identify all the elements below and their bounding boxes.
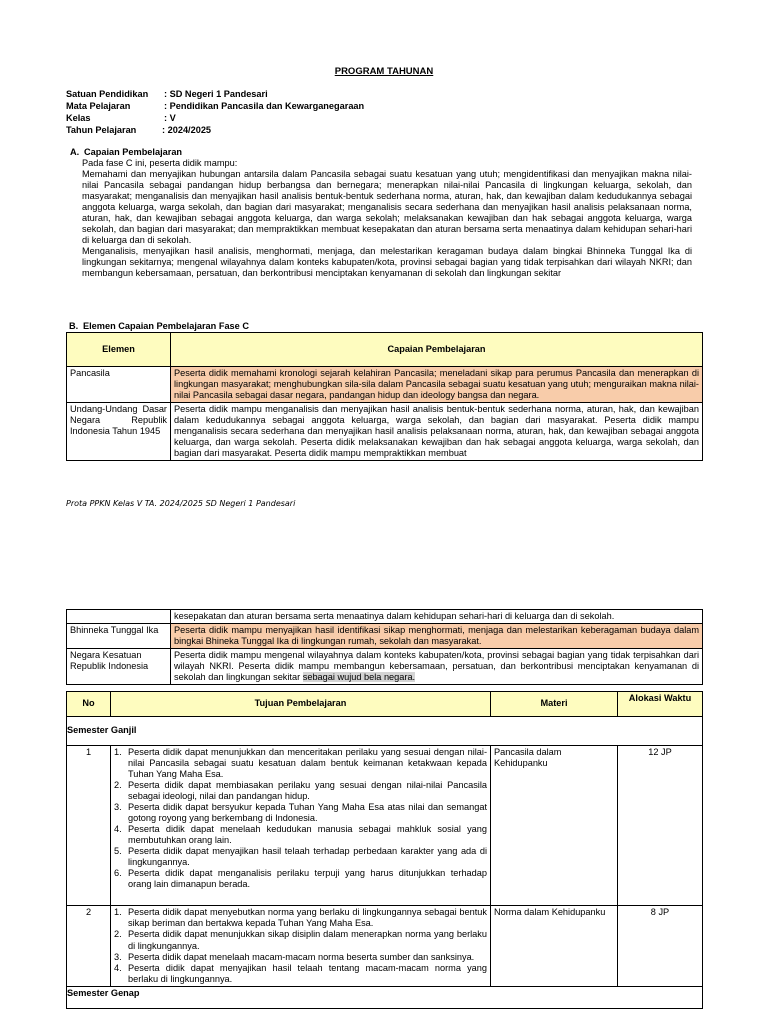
table-header-row	[67, 333, 703, 367]
section-a-paragraph-2: Menganalisis, menyajikan hasil analisis, menghormati, menjaga, dan melestarikan keragaman budaya dalam bingkai Bhinneka Tunggal Ika di lingkungan sekitarnya; mengenal wilayahnya dalam konteks kabupaten/kota, provinsi sebagai bagian yang tidak terpisahkan dari wilayah NKRI; dan membangun kebersamaan, persatuan, dan berkontribusi menciptakan kenyamanan di sekolah dan lingkungan sekitar	[82, 246, 692, 279]
capaian-cell: Peserta didik mampu menyajikan hasil identifikasi sikap menghormati, menjaga dan melestarikan keberagaman budaya dalam bingkai Bhineka Tunggal Ika di lingkungan rumah, sekolah dan masyarakat.	[171, 624, 703, 649]
col-header-alokasi: Alokasi Waktu	[618, 692, 703, 717]
elemen-capaian-table-continued	[66, 609, 703, 685]
alokasi-cell: 8 JP	[618, 906, 703, 986]
table-row	[67, 624, 703, 649]
identity-row-satuan	[66, 89, 364, 101]
capaian-cell	[171, 649, 703, 685]
semester-ganjil-label: Semester Ganjil	[67, 717, 703, 746]
identity-value: : Pendidikan Pancasila dan Kewarganegaraan	[164, 101, 365, 111]
elemen-cell: Undang-Undang Dasar Negara Republik Indonesia Tahun 1945	[67, 403, 171, 461]
list-item: 4. Peserta didik dapat menelaah kedudukan manusia sebagai mahkluk sosial yang membutuhkan orang lain.	[114, 824, 487, 846]
tujuan-cell	[111, 746, 491, 906]
list-item: 4. Peserta didik dapat menyajikan hasil telaah tentang macam-macam norma yang berlaku di lingkungannya.	[114, 962, 487, 984]
section-a-title: Capaian Pembelajaran	[84, 147, 183, 157]
list-item: 3. Peserta didik dapat bersyukur kepada Tuhan Yang Maha Esa atas nilai dan semangat gotong royong yang berkembang di Indonesia.	[114, 802, 487, 824]
col-header-materi: Materi	[491, 692, 618, 717]
tujuan-list	[114, 907, 487, 984]
alokasi-cell: 12 JP	[618, 746, 703, 906]
elemen-cell-empty	[67, 610, 171, 624]
list-item: 3. Peserta didik dapat menelaah macam-macam norma beserta sumber dan sanksinya.	[114, 951, 475, 962]
section-b-letter: B.	[69, 321, 79, 331]
materi-cell: Norma dalam Kehidupanku	[491, 906, 618, 986]
elemen-cell: Bhinneka Tunggal Ika	[67, 624, 171, 649]
semester-genap-label: Semester Genap	[67, 986, 703, 1008]
tujuan-cell	[111, 906, 491, 986]
section-b-heading	[69, 321, 249, 332]
col-header-elemen: Elemen	[67, 333, 171, 367]
table-row	[67, 610, 703, 624]
identity-value: : SD Negeri 1 Pandesari	[164, 89, 268, 99]
identity-row-kelas	[66, 113, 364, 125]
table-row	[67, 746, 703, 906]
col-header-capaian: Capaian Pembelajaran	[171, 333, 703, 367]
capaian-text: Peserta didik mampu mengenal wilayahnya dalam konteks kabupaten/kota, provinsi sebagai bagian yang tidak terpisahkan dari wilayah NKRI. Peserta didik mampu membangun kebersamaan, persatuan, dan berkontribusi menciptakan kenyamanan di sekolah dan lingkungan sekitar	[174, 650, 699, 683]
identity-block	[66, 89, 364, 137]
page-title: PROGRAM TAHUNAN	[334, 66, 434, 77]
semester-row	[67, 717, 703, 746]
row-number: 1	[67, 746, 111, 906]
col-header-no: No	[67, 692, 111, 717]
col-header-tujuan: Tujuan Pembelajaran	[111, 692, 491, 717]
table-row	[67, 367, 703, 403]
identity-label: Satuan Pendidikan	[66, 89, 149, 99]
list-item: 5. Peserta didik dapat menyajikan hasil telaah terhadap perbedaan karakter yang ada di lingkungannya.	[114, 846, 487, 868]
identity-label: Tahun Pelajaran	[66, 125, 137, 135]
section-a-heading	[70, 147, 692, 158]
section-a-paragraph-1: Memahami dan menyajikan hubungan antarsila dalam Pancasila sebagai suatu kesatuan yang utuh; mengidentifikasi dan menyajikan makna nilai-nilai Pancasila sebagai pandangan hidup berbangsa dan bernegara; menerapkan nilai-nilai Pancasila di lingkungan keluarga, sekolah, dan masyarakat; menganalisis dan menyajikan hasil analisis bentuk-bentuk sederhana norma, aturan, hak, dan kewajiban dalam kedudukannya sebagai anggota keluarga, warga sekolah, dan bagian dari masyarakat; menganalisis secara sederhana dan menyajikan hasil analisis pelaksanaan norma, aturan, hak, dan kewajiban sebagai anggota keluarga, dan warga sekolah; melaksanakan kewajiban dan hak sebagai anggota keluarga, warga sekolah, dan bagian dari masyarakat; dan mempraktikkan membuat kesepakatan dan aturan bersama serta menaatinya dalam kehidupan sehari-hari di keluarga dan di sekolah.	[82, 169, 692, 246]
identity-row-mapel	[66, 101, 364, 113]
materi-cell: Pancasila dalam Kehidupanku	[491, 746, 618, 906]
capaian-cell: Peserta didik mampu menganalisis dan menyajikan hasil analisis bentuk-bentuk sederhana norma, aturan, hak, dan kewajiban dalam kedudukannya sebagai anggota keluarga, warga sekolah, dan bagian dari masyarakat. Peserta didik mampu menganalisis secara sederhana dan menyajikan hasil analisis pelaksanaan norma, aturan, hak, dan kewajiban sebagai anggota keluarga, dan warga sekolah. Peserta didik melaksanakan kewajiban dan hak sebagai anggota keluarga, warga sekolah, dan bagian dari masyarakat. Peserta didik mampu mempraktikkan membuat	[171, 403, 703, 461]
section-capaian-pembelajaran	[70, 147, 692, 279]
table-row	[67, 906, 703, 986]
elemen-cell: Pancasila	[67, 367, 171, 403]
identity-value: : V	[164, 113, 176, 123]
capaian-highlight: sebagai wujud bela negara.	[302, 672, 416, 683]
tujuan-pembelajaran-table	[66, 691, 703, 1009]
capaian-cell: kesepakatan dan aturan bersama serta menaatinya dalam kehidupan sehari-hari di keluarga dan di sekolah.	[171, 610, 703, 624]
table-row	[67, 649, 703, 685]
elemen-cell: Negara Kesatuan Republik Indonesia	[67, 649, 171, 685]
tujuan-list	[114, 747, 487, 890]
table-header-row	[67, 692, 703, 717]
list-item: 1. Peserta didik dapat menunjukkan dan menceritakan perilaku yang sesuai dengan nilai-nilai Pancasila sebagai suatu kesatuan dalam bentuk keimanan ketakwaan kepada Tuhan Yang Maha Esa.	[114, 747, 487, 780]
elemen-capaian-table	[66, 332, 703, 461]
footer-note: Prota PPKN Kelas V TA. 2024/2025 SD Negeri 1 Pandesari	[66, 499, 296, 508]
identity-value: : 2024/2025	[162, 125, 212, 135]
section-a-letter: A.	[70, 147, 80, 157]
section-a-intro: Pada fase C ini, peserta didik mampu:	[82, 158, 238, 169]
list-item: 1. Peserta didik dapat menyebutkan norma yang berlaku di lingkungannya sebagai bentuk sikap beriman dan bertakwa kepada Tuhan Yang Maha Esa.	[114, 907, 487, 929]
section-b-title: Elemen Capaian Pembelajaran Fase C	[83, 321, 249, 331]
identity-row-tahun	[66, 125, 364, 137]
capaian-cell: Peserta didik memahami kronologi sejarah kelahiran Pancasila; meneladani sikap para perumus Pancasila dan menerapkan di lingkungan masyarakat; menghubungkan sila-sila dalam Pancasila sebagai suatu kesatuan yang utuh; menguraikan makna nilai-nilai Pancasila sebagai dasar negara, pandangan hidup dan ideology bangsa dan negara.	[171, 367, 703, 403]
table-row	[67, 403, 703, 461]
list-item: 6. Peserta didik dapat menganalisis perilaku terpuji yang harus ditunjukkan terhadap orang lain dimanapun berada.	[114, 868, 487, 890]
row-number: 2	[67, 906, 111, 986]
list-item: 2. Peserta didik dapat menunjukkan sikap disiplin dalam menerapkan norma yang berlaku di lingkungannya.	[114, 929, 487, 951]
identity-label: Kelas	[66, 113, 91, 123]
list-item: 2. Peserta didik dapat membiasakan perilaku yang sesuai dengan nilai-nilai Pancasila sebagai ideologi, nilai dan pandangan hidup.	[114, 780, 487, 802]
semester-row	[67, 986, 703, 1008]
identity-label: Mata Pelajaran	[66, 101, 131, 111]
